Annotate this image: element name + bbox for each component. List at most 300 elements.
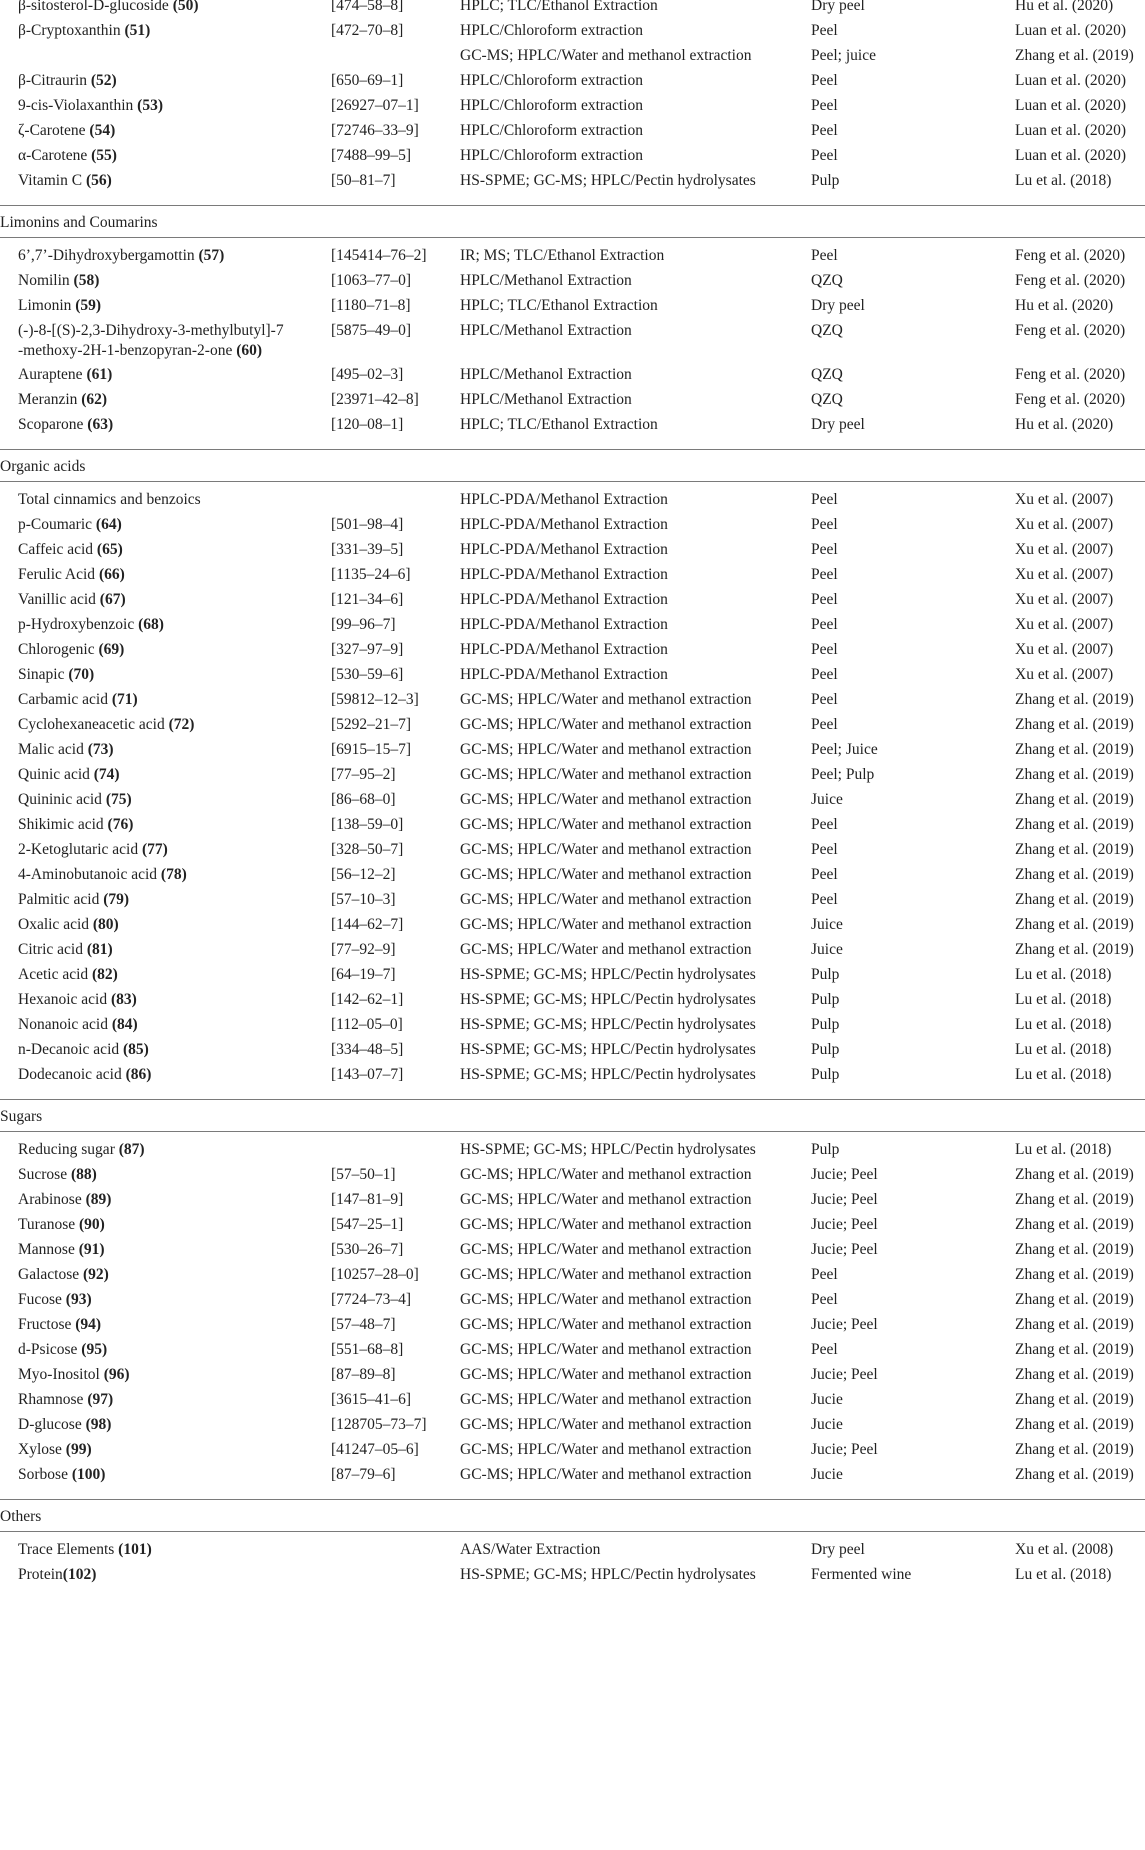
cas-number: [64–19–7]	[331, 966, 396, 983]
reference: Lu et al. (2018)	[1015, 1041, 1112, 1058]
table-row	[0, 515, 1145, 543]
table-row	[0, 565, 1145, 593]
compound-name: β-Cryptoxanthin	[18, 22, 121, 39]
table-row	[0, 740, 1145, 768]
compound-number: (98)	[85, 1416, 112, 1433]
sample-source: Juice	[811, 941, 843, 958]
compound-number: (57)	[198, 247, 225, 264]
table-row	[0, 1565, 1145, 1593]
reference: Zhang et al. (2019)	[1015, 891, 1134, 908]
analysis-method: GC-MS; HPLC/Water and methanol extraction	[460, 1166, 752, 1183]
cas-number: [1063–77–0]	[331, 272, 412, 289]
cas-number: [495–02–3]	[331, 366, 404, 383]
compound-name-cell	[18, 765, 120, 785]
analysis-method: GC-MS; HPLC/Water and methanol extraction	[460, 716, 752, 733]
reference: Zhang et al. (2019)	[1015, 1166, 1134, 1183]
reference: Zhang et al. (2019)	[1015, 1191, 1134, 1208]
table-row	[0, 390, 1145, 418]
analysis-method: GC-MS; HPLC/Water and methanol extraction	[460, 791, 752, 808]
section-title: Limonins and Coumarins	[0, 214, 158, 231]
compound-name-cell	[18, 365, 112, 385]
analysis-method: IR; MS; TLC/Ethanol Extraction	[460, 247, 665, 264]
compound-name-cell	[18, 1065, 151, 1085]
table-row	[0, 690, 1145, 718]
table-row	[0, 121, 1145, 149]
analysis-method: HPLC/Chloroform extraction	[460, 22, 643, 39]
compound-name-cell	[18, 121, 115, 141]
analysis-method: GC-MS; HPLC/Water and methanol extraction	[460, 816, 752, 833]
sample-source: Peel	[811, 22, 838, 39]
reference: Xu et al. (2007)	[1015, 541, 1114, 558]
table-row	[0, 1190, 1145, 1218]
section-title: Sugars	[0, 1108, 43, 1125]
sample-source: Fermented wine	[811, 1566, 912, 1583]
sample-source: Jucie; Peel	[811, 1241, 878, 1258]
analysis-method: HPLC/Methanol Extraction	[460, 391, 632, 408]
compound-name-cell	[18, 690, 138, 710]
compound-number: (77)	[141, 841, 168, 858]
sample-source: Jucie; Peel	[811, 1216, 878, 1233]
analysis-method: HPLC-PDA/Methanol Extraction	[460, 491, 668, 508]
sample-source: Peel	[811, 616, 838, 633]
analysis-method: HS-SPME; GC-MS; HPLC/Pectin hydrolysates	[460, 1566, 756, 1583]
analysis-method: AAS/Water Extraction	[460, 1541, 601, 1558]
cas-number: [128705–73–7]	[331, 1416, 427, 1433]
reference: Zhang et al. (2019)	[1015, 1366, 1134, 1383]
reference: Zhang et al. (2019)	[1015, 816, 1134, 833]
table-row	[0, 246, 1145, 274]
analysis-method: GC-MS; HPLC/Water and methanol extraction	[460, 941, 752, 958]
table-row	[0, 815, 1145, 843]
sample-source: Peel	[811, 691, 838, 708]
cas-number: [551–68–8]	[331, 1341, 404, 1358]
compound-number: (79)	[103, 891, 130, 908]
compound-name-cell	[18, 1340, 107, 1360]
cas-number: [1135–24–6]	[331, 566, 411, 583]
sample-source: Peel; juice	[811, 47, 876, 64]
analysis-method: GC-MS; HPLC/Water and methanol extraction	[460, 766, 752, 783]
compound-name-cell	[18, 490, 201, 510]
sample-source: Jucie; Peel	[811, 1441, 878, 1458]
cas-number: [530–59–6]	[331, 666, 404, 683]
sample-source: QZQ	[811, 391, 843, 408]
compound-name-cell	[18, 540, 123, 560]
reference: Zhang et al. (2019)	[1015, 941, 1134, 958]
reference: Xu et al. (2007)	[1015, 616, 1114, 633]
compound-name: Sucrose	[18, 1166, 68, 1183]
compound-name-cell	[18, 890, 129, 910]
compound-number: (101)	[118, 1541, 152, 1558]
sample-source: Peel	[811, 516, 838, 533]
analysis-method: HS-SPME; GC-MS; HPLC/Pectin hydrolysates	[460, 172, 756, 189]
compound-name: α-Carotene	[18, 147, 88, 164]
compound-name-cell	[18, 515, 122, 535]
compound-name: Protein	[18, 1566, 63, 1583]
sample-source: Peel	[811, 891, 838, 908]
table-row	[0, 365, 1145, 393]
reference: Luan et al. (2020)	[1015, 147, 1127, 164]
analysis-method: HS-SPME; GC-MS; HPLC/Pectin hydrolysates	[460, 991, 756, 1008]
compound-number: (70)	[68, 666, 95, 683]
compound-name: Carbamic acid	[18, 691, 108, 708]
table-row	[0, 1215, 1145, 1243]
compound-name-cell	[18, 96, 163, 116]
table-row	[0, 1290, 1145, 1318]
compound-number: (97)	[87, 1391, 114, 1408]
table-row	[0, 1440, 1145, 1468]
reference: Lu et al. (2018)	[1015, 1141, 1112, 1158]
compound-number: (87)	[118, 1141, 145, 1158]
compound-name-cell	[18, 1465, 105, 1485]
reference: Luan et al. (2020)	[1015, 97, 1127, 114]
table-row	[0, 146, 1145, 174]
cas-number: [331–39–5]	[331, 541, 404, 558]
compound-name-cell	[18, 1390, 113, 1410]
sample-source: Dry peel	[811, 0, 865, 14]
table-row	[0, 1415, 1145, 1443]
cas-number: [7488–99–5]	[331, 147, 412, 164]
compound-number: (58)	[73, 272, 100, 289]
analysis-method: GC-MS; HPLC/Water and methanol extraction	[460, 1291, 752, 1308]
analysis-method: HPLC/Methanol Extraction	[460, 272, 632, 289]
compound-name: Auraptene	[18, 366, 83, 383]
sample-source: Jucie	[811, 1416, 843, 1433]
reference: Xu et al. (2007)	[1015, 566, 1114, 583]
compound-number: (54)	[89, 122, 116, 139]
table-row	[0, 46, 1145, 74]
reference: Zhang et al. (2019)	[1015, 47, 1134, 64]
reference: Zhang et al. (2019)	[1015, 1241, 1134, 1258]
cas-number: [142–62–1]	[331, 991, 404, 1008]
cas-number: [57–10–3]	[331, 891, 396, 908]
compound-name-cell	[18, 21, 150, 41]
table-row	[0, 1065, 1145, 1093]
table-row	[0, 890, 1145, 918]
compound-name-cell	[18, 1015, 138, 1035]
compound-name: Hexanoic acid	[18, 991, 108, 1008]
analysis-method: HPLC; TLC/Ethanol Extraction	[460, 0, 658, 14]
compound-number: (94)	[75, 1316, 102, 1333]
reference: Zhang et al. (2019)	[1015, 791, 1134, 808]
compound-name: Scoparone	[18, 416, 84, 433]
compound-number: (67)	[99, 591, 126, 608]
cas-number: [501–98–4]	[331, 516, 404, 533]
sample-source: Peel	[811, 491, 838, 508]
cas-number: [26927–07–1]	[331, 97, 419, 114]
compound-name: Quinic acid	[18, 766, 90, 783]
table-row	[0, 965, 1145, 993]
cas-number: [145414–76–2]	[331, 247, 427, 264]
sample-source: Peel; Juice	[811, 741, 878, 758]
reference: Zhang et al. (2019)	[1015, 841, 1134, 858]
cas-number: [327–97–9]	[331, 641, 404, 658]
table-row	[0, 21, 1145, 49]
compound-name-cell	[18, 1165, 97, 1185]
compound-name: Fucose	[18, 1291, 62, 1308]
section-divider-top	[0, 449, 1145, 450]
cas-number: [147–81–9]	[331, 1191, 404, 1208]
compound-number: (88)	[70, 1166, 97, 1183]
sample-source: Jucie; Peel	[811, 1366, 878, 1383]
compound-name: Chlorogenic	[18, 641, 95, 658]
cas-number: [57–48–7]	[331, 1316, 396, 1333]
cas-number: [5292–21–7]	[331, 716, 412, 733]
cas-number: [41247–05–6]	[331, 1441, 419, 1458]
compound-number: (95)	[81, 1341, 108, 1358]
compound-name: 6’,7’-Dihydroxybergamottin	[18, 247, 195, 264]
cas-number: [650–69–1]	[331, 72, 404, 89]
cas-number: [77–95–2]	[331, 766, 396, 783]
cas-number: [144–62–7]	[331, 916, 404, 933]
cas-number: [23971–42–8]	[331, 391, 419, 408]
reference: Feng et al. (2020)	[1015, 391, 1126, 408]
sample-source: Peel	[811, 716, 838, 733]
compound-number: (59)	[75, 297, 102, 314]
compound-name: Fructose	[18, 1316, 72, 1333]
compound-name: Sorbose	[18, 1466, 68, 1483]
sample-source: Juice	[811, 791, 843, 808]
sample-source: Peel; Pulp	[811, 766, 875, 783]
cas-number: [3615–41–6]	[331, 1391, 412, 1408]
compound-name-cell	[18, 1415, 111, 1435]
reference: Zhang et al. (2019)	[1015, 1341, 1134, 1358]
analysis-method: HS-SPME; GC-MS; HPLC/Pectin hydrolysates	[460, 1016, 756, 1033]
sample-source: Pulp	[811, 1141, 840, 1158]
table-row	[0, 71, 1145, 99]
compound-number: (93)	[65, 1291, 92, 1308]
reference: Luan et al. (2020)	[1015, 72, 1127, 89]
compound-name: Xylose	[18, 1441, 62, 1458]
compound-name: d-Psicose	[18, 1341, 78, 1358]
sample-source: Pulp	[811, 1041, 840, 1058]
reference: Hu et al. (2020)	[1015, 0, 1114, 14]
analysis-method: GC-MS; HPLC/Water and methanol extraction	[460, 1241, 752, 1258]
reference: Lu et al. (2018)	[1015, 991, 1112, 1008]
cas-number: [530–26–7]	[331, 1241, 404, 1258]
reference: Zhang et al. (2019)	[1015, 1391, 1134, 1408]
compound-name: Arabinose	[18, 1191, 82, 1208]
cas-number: [120–08–1]	[331, 416, 404, 433]
reference: Lu et al. (2018)	[1015, 966, 1112, 983]
cas-number: [7724–73–4]	[331, 1291, 412, 1308]
cas-number: [474–58–8]	[331, 0, 404, 14]
analysis-method: HS-SPME; GC-MS; HPLC/Pectin hydrolysates	[460, 1041, 756, 1058]
section-divider-bottom	[0, 1531, 1145, 1532]
compound-name: Limonin	[18, 297, 72, 314]
analysis-method: GC-MS; HPLC/Water and methanol extraction	[460, 916, 752, 933]
table-row	[0, 321, 1145, 371]
sample-source: QZQ	[811, 272, 843, 289]
compound-number: (69)	[98, 641, 125, 658]
section-divider-top	[0, 205, 1145, 206]
analysis-method: HPLC-PDA/Methanol Extraction	[460, 666, 668, 683]
reference: Zhang et al. (2019)	[1015, 1441, 1134, 1458]
compound-number: (83)	[110, 991, 137, 1008]
compound-number: (56)	[85, 172, 112, 189]
compound-number: (81)	[86, 941, 113, 958]
analysis-method: GC-MS; HPLC/Water and methanol extraction	[460, 1416, 752, 1433]
compound-name-cell	[18, 271, 99, 291]
reference: Zhang et al. (2019)	[1015, 916, 1134, 933]
compound-name: Citric acid	[18, 941, 83, 958]
compound-number: (100)	[71, 1466, 106, 1483]
compound-name: D-glucose	[18, 1416, 82, 1433]
analysis-method: GC-MS; HPLC/Water and methanol extraction	[460, 1441, 752, 1458]
compound-name: p-Coumaric	[18, 516, 93, 533]
section-divider-top	[0, 1499, 1145, 1500]
analysis-method: GC-MS; HPLC/Water and methanol extraction	[460, 691, 752, 708]
sample-source: Peel	[811, 1291, 838, 1308]
reference: Xu et al. (2007)	[1015, 641, 1114, 658]
sample-source: Peel	[811, 566, 838, 583]
compound-number: (61)	[86, 366, 113, 383]
analysis-method: GC-MS; HPLC/Water and methanol extraction	[460, 1391, 752, 1408]
compound-number: (60)	[236, 342, 263, 359]
sample-source: Juice	[811, 916, 843, 933]
compound-name: Nonanoic acid	[18, 1016, 108, 1033]
compound-number: (92)	[82, 1266, 109, 1283]
compound-number: (84)	[111, 1016, 138, 1033]
sample-source: Pulp	[811, 991, 840, 1008]
compound-name: Palmitic acid	[18, 891, 100, 908]
compound-name: Turanose	[18, 1216, 76, 1233]
sample-source: Peel	[811, 147, 838, 164]
cas-number: [472–70–8]	[331, 22, 404, 39]
analysis-method: GC-MS; HPLC/Water and methanol extraction	[460, 47, 752, 64]
analysis-method: GC-MS; HPLC/Water and methanol extraction	[460, 1341, 752, 1358]
table-row	[0, 1040, 1145, 1068]
table-row	[0, 615, 1145, 643]
sample-source: Peel	[811, 641, 838, 658]
analysis-method: GC-MS; HPLC/Water and methanol extraction	[460, 1366, 752, 1383]
cas-number: [334–48–5]	[331, 1041, 404, 1058]
compound-name-cell	[18, 665, 94, 685]
compound-name: Myo-Inositol	[18, 1366, 100, 1383]
compound-name-cell	[18, 590, 126, 610]
compound-name: Sinapic	[18, 666, 65, 683]
compound-name-cell	[18, 965, 118, 985]
cas-number: [5875–49–0]	[331, 322, 412, 339]
cas-number: [547–25–1]	[331, 1216, 404, 1233]
compound-number: (55)	[91, 147, 117, 164]
reference: Zhang et al. (2019)	[1015, 1416, 1134, 1433]
sample-source: Peel	[811, 97, 838, 114]
cas-number: [6915–15–7]	[331, 741, 412, 758]
section-title: Others	[0, 1508, 42, 1525]
compound-name-cell	[18, 1540, 152, 1560]
compound-name-cell	[18, 1215, 105, 1235]
compound-name: Mannose	[18, 1241, 75, 1258]
analysis-method: HPLC/Methanol Extraction	[460, 366, 632, 383]
sample-source: Peel	[811, 841, 838, 858]
compound-number: (91)	[78, 1241, 105, 1258]
table-row	[0, 1240, 1145, 1268]
compound-number: (75)	[105, 791, 132, 808]
sample-source: Pulp	[811, 1016, 840, 1033]
reference: Lu et al. (2018)	[1015, 1566, 1112, 1583]
cas-number: [143–07–7]	[331, 1066, 404, 1083]
table-row	[0, 1365, 1145, 1393]
table-row	[0, 915, 1145, 943]
compound-number: (99)	[65, 1441, 92, 1458]
table-row	[0, 1340, 1145, 1368]
compound-name-cell	[18, 71, 117, 91]
table-row	[0, 96, 1145, 124]
analysis-method: GC-MS; HPLC/Water and methanol extraction	[460, 1266, 752, 1283]
table-row	[0, 590, 1145, 618]
table-row	[0, 790, 1145, 818]
compound-number: (86)	[125, 1066, 152, 1083]
cas-number: [59812–12–3]	[331, 691, 419, 708]
compound-number: (50)	[172, 0, 199, 14]
sample-source: QZQ	[811, 366, 843, 383]
section-divider-bottom	[0, 481, 1145, 482]
sample-source: Peel	[811, 122, 838, 139]
table-row	[0, 1465, 1145, 1493]
compound-number: (102)	[62, 1566, 97, 1583]
analysis-method: GC-MS; HPLC/Water and methanol extraction	[460, 1191, 752, 1208]
compound-name: Ferulic Acid	[18, 566, 96, 583]
reference: Lu et al. (2018)	[1015, 172, 1112, 189]
table-row	[0, 1540, 1145, 1568]
sample-source: Peel	[811, 866, 838, 883]
analysis-method: HPLC-PDA/Methanol Extraction	[460, 641, 668, 658]
analysis-method: GC-MS; HPLC/Water and methanol extraction	[460, 1216, 752, 1233]
reference: Zhang et al. (2019)	[1015, 691, 1134, 708]
compound-name-cell	[18, 1365, 130, 1385]
table-row	[0, 1265, 1145, 1293]
compound-name: Nomilin	[18, 272, 70, 289]
analysis-method: GC-MS; HPLC/Water and methanol extraction	[460, 741, 752, 758]
analysis-method: HS-SPME; GC-MS; HPLC/Pectin hydrolysates	[460, 1066, 756, 1083]
reference: Xu et al. (2007)	[1015, 591, 1114, 608]
compound-name: Dodecanoic acid	[18, 1066, 122, 1083]
compound-number: (74)	[93, 766, 120, 783]
sample-source: QZQ	[811, 322, 843, 339]
compound-name-cell	[18, 1290, 92, 1310]
compound-number: (96)	[103, 1366, 130, 1383]
sample-source: Dry peel	[811, 297, 865, 314]
compound-number: (62)	[81, 391, 108, 408]
sample-source: Peel	[811, 1266, 838, 1283]
compound-name-cell	[18, 296, 101, 316]
compound-number: (63)	[87, 416, 114, 433]
reference: Luan et al. (2020)	[1015, 22, 1127, 39]
compound-name-cell	[18, 146, 117, 166]
compound-number: (68)	[138, 616, 164, 633]
compound-name-cell	[18, 171, 112, 191]
reference: Zhang et al. (2019)	[1015, 716, 1134, 733]
reference: Xu et al. (2007)	[1015, 491, 1114, 508]
compound-name-cell	[18, 740, 114, 760]
compound-name: 4-Aminobutanoic acid	[18, 866, 158, 883]
cas-number: [138–59–0]	[331, 816, 404, 833]
compound-name-cell	[18, 565, 125, 585]
cas-number: [99–96–7]	[331, 616, 396, 633]
compound-name-cell	[18, 840, 168, 860]
compound-name: Acetic acid	[18, 966, 89, 983]
cas-number: [86–68–0]	[331, 791, 396, 808]
compound-name-cell	[18, 865, 187, 885]
analysis-method: GC-MS; HPLC/Water and methanol extraction	[460, 1316, 752, 1333]
cas-number: [72746–33–9]	[331, 122, 419, 139]
table-row	[0, 840, 1145, 868]
reference: Lu et al. (2018)	[1015, 1066, 1112, 1083]
reference: Zhang et al. (2019)	[1015, 1216, 1134, 1233]
table-row	[0, 1165, 1145, 1193]
compound-name: Reducing sugar	[18, 1141, 115, 1158]
compound-number: (65)	[96, 541, 123, 558]
